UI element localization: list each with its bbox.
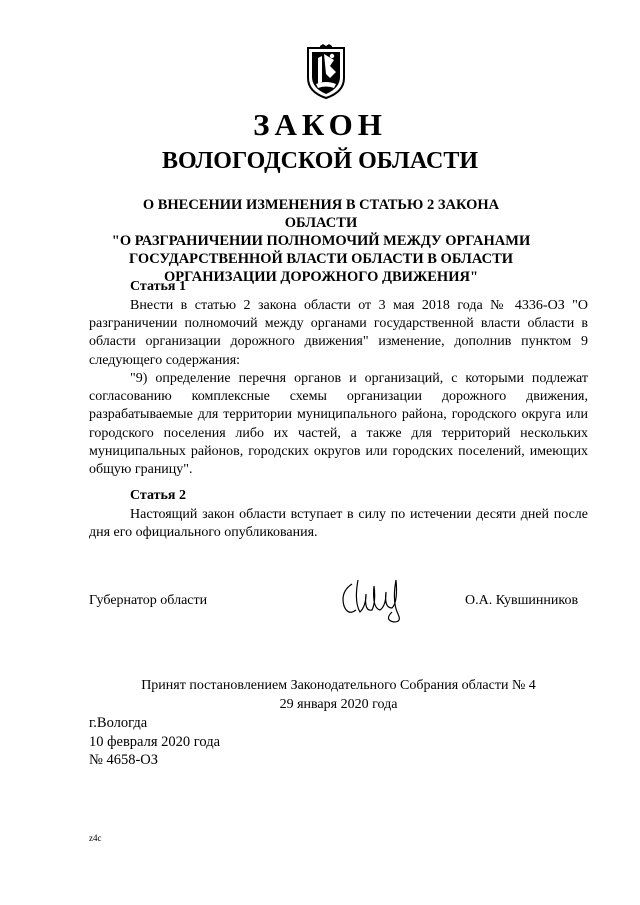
subtitle-line: ГОСУДАРСТВЕННОЙ ВЛАСТИ ОБЛАСТИ В ОБЛАСТИ bbox=[128, 251, 514, 267]
coat-of-arms-icon bbox=[300, 44, 352, 100]
article-2-heading: Статья 2 bbox=[130, 488, 186, 503]
issue-date: 10 февраля 2020 года bbox=[89, 733, 221, 750]
article-1-heading: Статья 1 bbox=[130, 279, 186, 294]
law-subtitle bbox=[110, 196, 532, 286]
document-title: ЗАКОН bbox=[253, 107, 387, 142]
article-2-paragraph-1: Настоящий закон области вступает в силу по истечении десяти дней после дня его официального опубликования. bbox=[89, 507, 588, 541]
issue-details bbox=[89, 714, 220, 770]
adoption-date: 29 января 2020 года bbox=[279, 696, 398, 712]
article-1-paragraph-2: "9) определение перечня органов и организаций, с которыми подлежат согласованию комплексные схемы организации дорожного движения, разрабатываемые для территории муниципального района, городского округа или городского поселения либо их частей, а также для территорий нескольких муниципальных районов, городских округов или городских поселений, имеющих общую границу". bbox=[89, 371, 588, 478]
issue-place: г.Вологда bbox=[89, 715, 148, 731]
adoption-line-1: Принят постановлением Законодательного Собрания области № 4 bbox=[141, 678, 536, 693]
signatory-name: О.А. Кувшинников bbox=[465, 593, 579, 608]
subtitle-line: О ВНЕСЕНИИ ИЗМЕНЕНИЯ В СТАТЬЮ 2 ЗАКОНА ОБЛАСТИ bbox=[142, 197, 500, 231]
subtitle-line: ОРГАНИЗАЦИИ ДОРОЖНОГО ДВИЖЕНИЯ" bbox=[163, 269, 478, 285]
adoption-note bbox=[89, 677, 588, 714]
law-number: № 4658-ОЗ bbox=[89, 752, 159, 768]
handwritten-signature bbox=[336, 572, 416, 624]
article-1-paragraph-1: Внести в статью 2 закона области от 3 мая 2018 года № 4336-ОЗ "О разграничении полномочий между органами государственной власти области в области организации дорожного движения" изменение, дополнив пунктом 9 следующего содержания: bbox=[89, 298, 588, 368]
subtitle-line: "О РАЗГРАНИЧЕНИИ ПОЛНОМОЧИЙ МЕЖДУ ОРГАНАМИ bbox=[111, 233, 531, 249]
document-code: z4c bbox=[89, 833, 102, 843]
region-title: ВОЛОГОДСКОЙ ОБЛАСТИ bbox=[161, 148, 479, 174]
signatory-position: Губернатор области bbox=[89, 593, 208, 608]
